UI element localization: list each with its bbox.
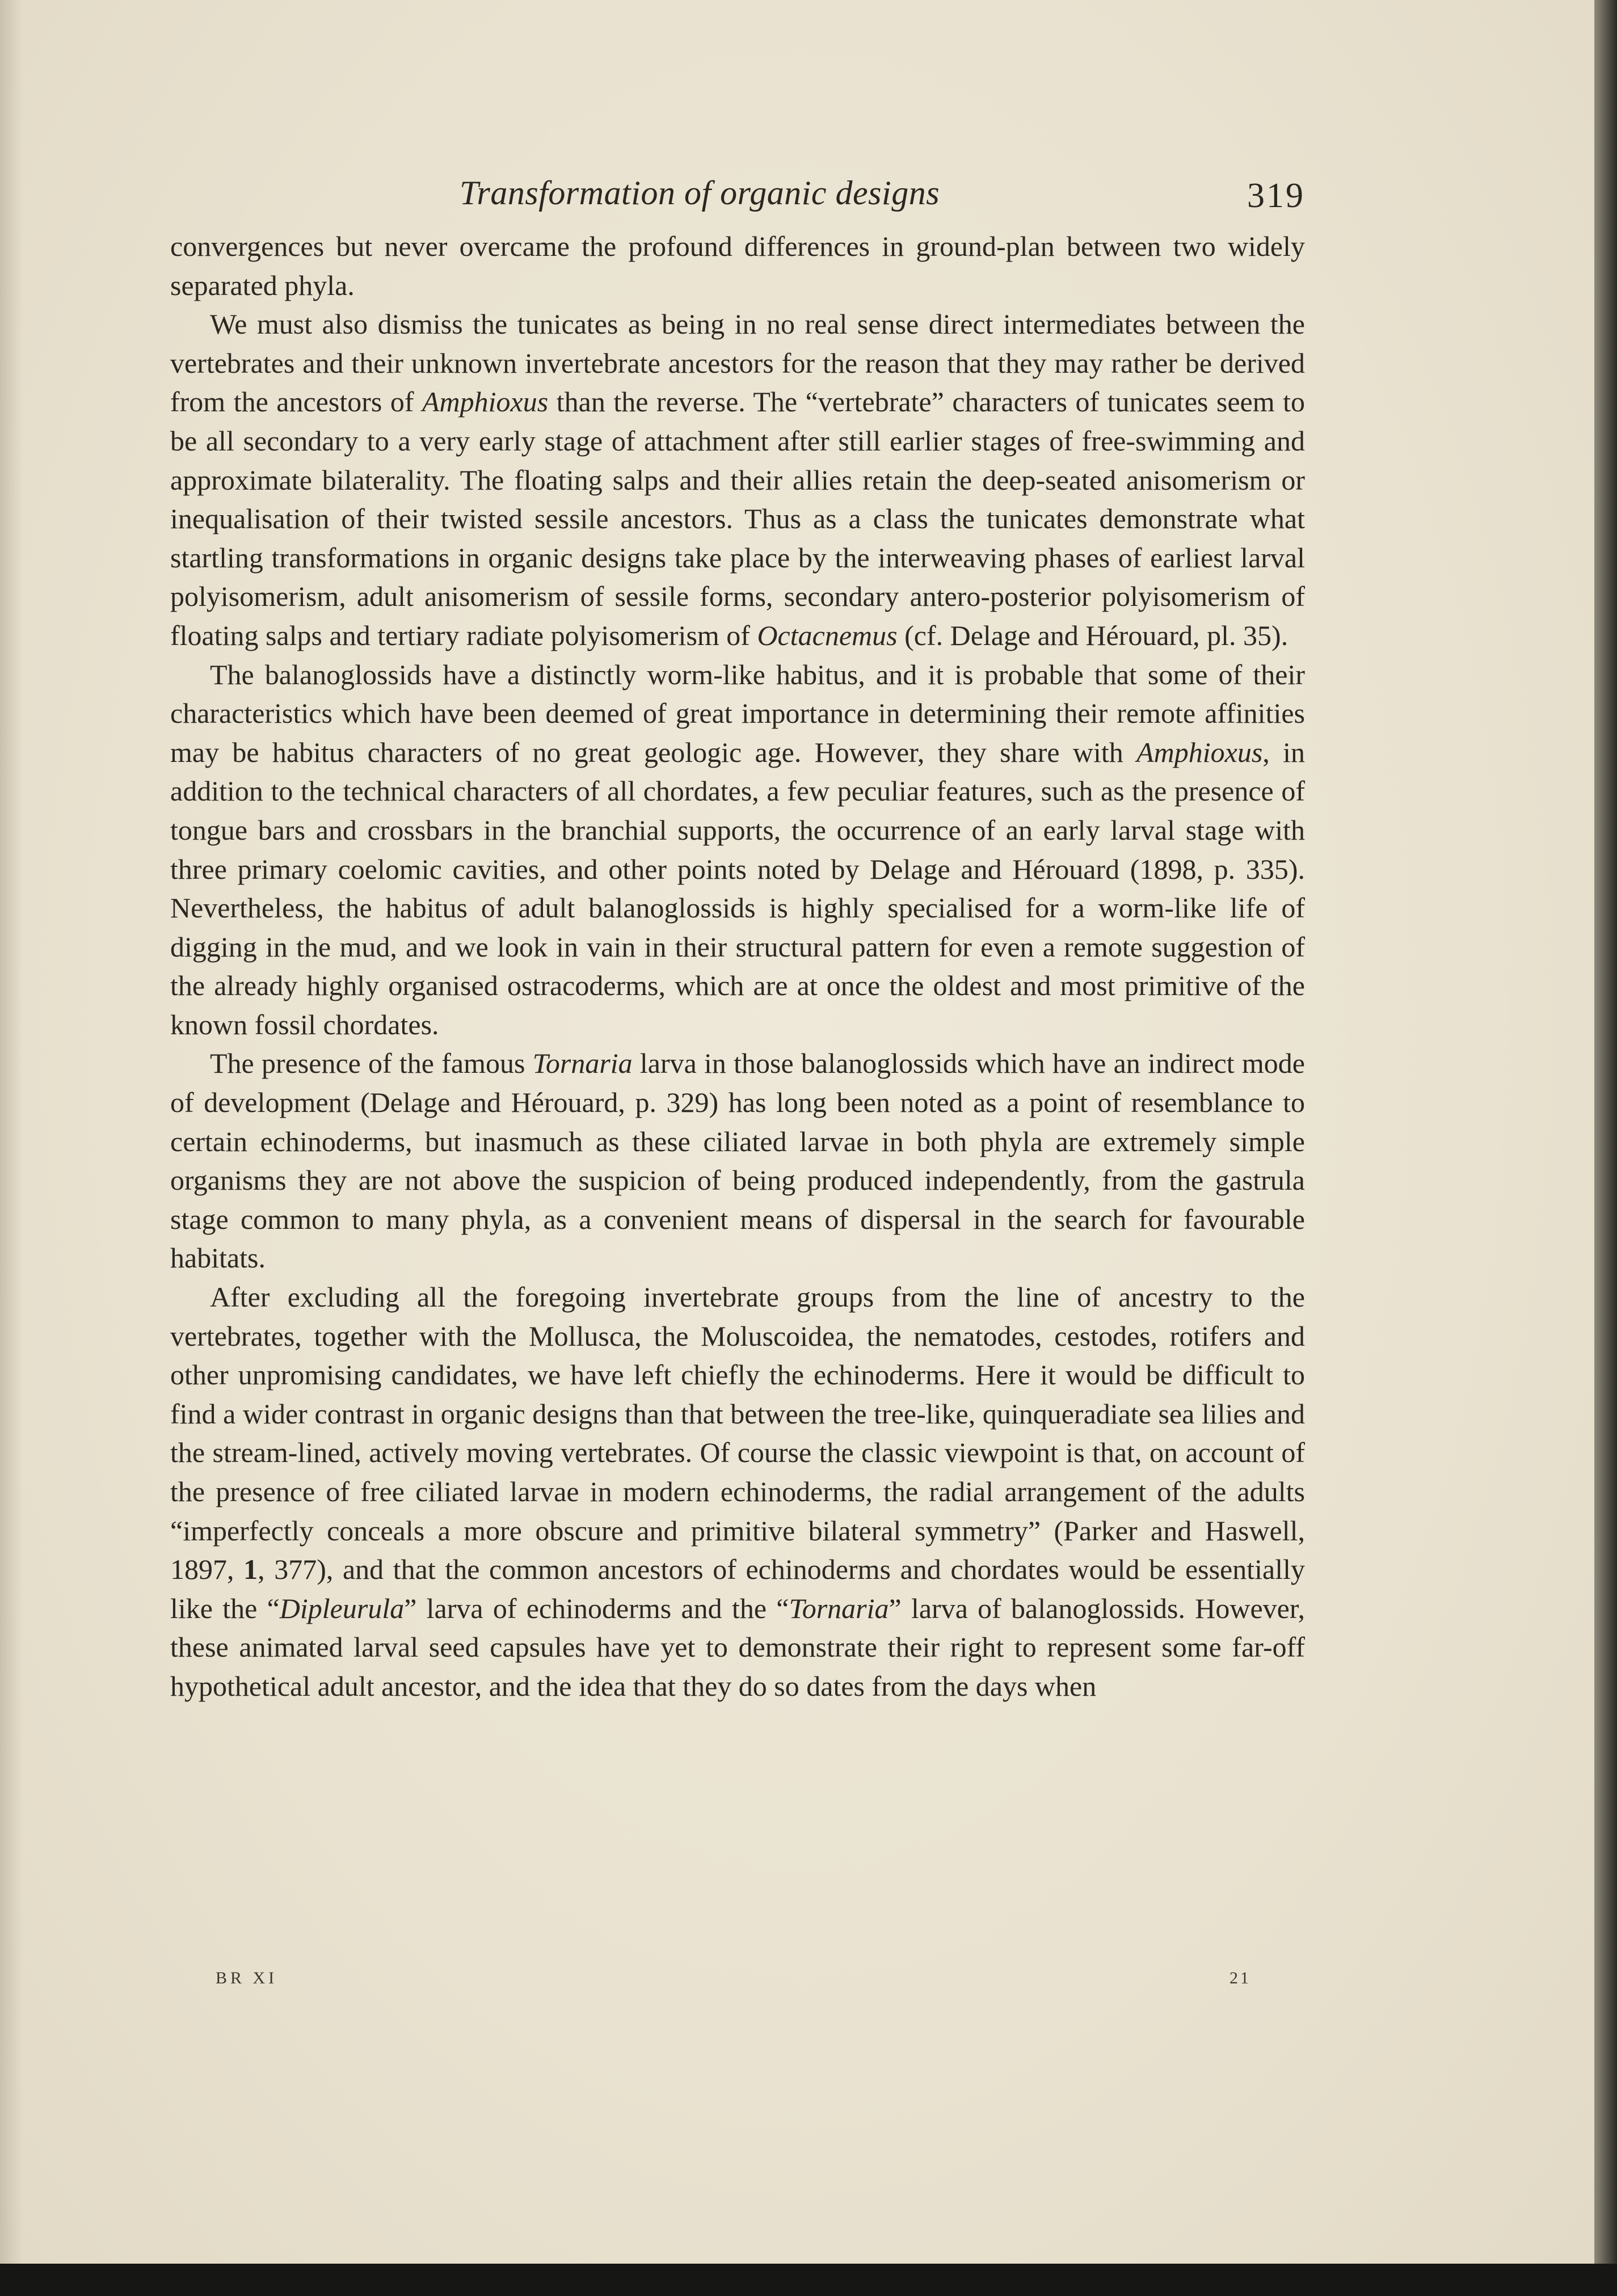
signature-mark: BR XI <box>216 1969 278 1987</box>
text-run: ” larva of echinoderms and the “ <box>404 1592 789 1624</box>
italic-term: Octacnemus <box>757 619 898 651</box>
text-run: larva in those balanoglossids which have an indirect mode of development (Delage and Hérouard, p. 329) has long been noted as a point of resemblance to certain echinoderms, but inasmuch as these ciliated larvae in both phyla are extremely simple organisms they are not above the suspicion of being produced independently, from the gastrula stage common to many phyla, as a convenient means of dispersal in the search for favourable habitats. <box>170 1047 1305 1274</box>
italic-term: Tornaria <box>789 1592 889 1624</box>
italic-term: Amphioxus <box>422 386 549 418</box>
spine-shadow <box>0 0 23 2264</box>
page-header <box>170 170 1305 227</box>
italic-term: Amphioxus <box>1136 736 1263 768</box>
sheet-number: 21 <box>1229 1969 1251 1987</box>
text-run: than the reverse. The “vertebrate” characters of tunicates seem to be all secondary to a very early stage of attachment after still earlier stages of free-swimming and approximate bilaterality. The floating salps and their allies retain the deep-seated anisomerism or inequalisation of their twisted sessile ancestors. Thus as a class the tunicates demonstrate what startling transformations in organic designs take place by the interweaving phases of earliest larval polyisomerism, adult anisomerism of sessile forms, secondary antero-posterior polyisomerism of floating salps and tertiary radiate polyisomerism of <box>170 386 1306 651</box>
paragraph <box>170 227 1305 305</box>
paragraph <box>170 305 1305 655</box>
page-number: 319 <box>1247 176 1305 215</box>
italic-term: Dipleurula <box>279 1592 405 1624</box>
page-edge-shadow <box>1594 0 1617 2296</box>
text-run: ” larva of balanoglossids. However, these animated larval seed capsules have yet to demonstrate their right to represent some far-off hypothetical adult ancestor, and the idea that they do so dates from the days when <box>170 1592 1305 1702</box>
volume-number: 1 <box>243 1553 258 1586</box>
text-run: The balanoglossids have a distinctly worm-like habitus, and it is probable that some of their characteristics which have been deemed of great importance in determining their remote affinities may be habitus characters of no great geologic age. However, they share with <box>170 658 1305 768</box>
text-run: , 377), and that the common ancestors of echinoderms and chordates would be essentially like the “ <box>170 1553 1305 1624</box>
running-title: Transformation of organic designs <box>460 174 940 212</box>
text-run: The presence of the famous <box>210 1047 533 1080</box>
text-run: We must also dismiss the tunicates as being in no real sense direct intermediates between the vertebrates and their unknown invertebrate ancestors for the reason that they may rather be derived from the ancestors of <box>170 308 1305 418</box>
text-run: , in addition to the technical characters of all chordates, a few peculiar features, such as the presence of tongue bars and crossbars in the branchial supports, the occurrence of an early larval stage with three primary coelomic cavities, and other points noted by Delage and Hérouard (1898, p. 335). Nevertheless, the habitus of adult balanoglossids is highly specialised for a worm-like life of digging in the mud, and we look in vain in their structural pattern for even a remote suggestion of the already highly organised ostracoderms, which are at once the oldest and most primitive of the known fossil chordates. <box>170 736 1305 1040</box>
paragraph <box>170 655 1305 1044</box>
text-run: After excluding all the foregoing invertebrate groups from the line of ancestry to the vertebrates, together with the Mollusca, the Moluscoidea, the nematodes, cestodes, rotifers and other unpromising candidates, we have left chiefly the echinoderms. Here it would be difficult to find a wider contrast in organic designs than that between the tree-like, quinqueradiate sea lilies and the stream-lined, actively moving vertebrates. Of course the classic viewpoint is that, on account of the presence of free ciliated larvae in modern echinoderms, the radial arrangement of the adults “imperfectly conceals a more obscure and primitive bilateral symmetry” (Parker and Haswell, 1897, <box>170 1281 1305 1586</box>
page-footer <box>170 1969 1305 1997</box>
body-text <box>170 227 1305 1706</box>
italic-term: Tornaria <box>532 1047 633 1080</box>
scan-background <box>0 2264 1617 2296</box>
paragraph <box>170 1044 1305 1278</box>
text-run: (cf. Delage and Hérouard, pl. 35). <box>897 619 1288 651</box>
text-run: convergences but never overcame the profound differences in ground-plan between two widely separated phyla. <box>170 230 1305 301</box>
paragraph <box>170 1278 1305 1706</box>
